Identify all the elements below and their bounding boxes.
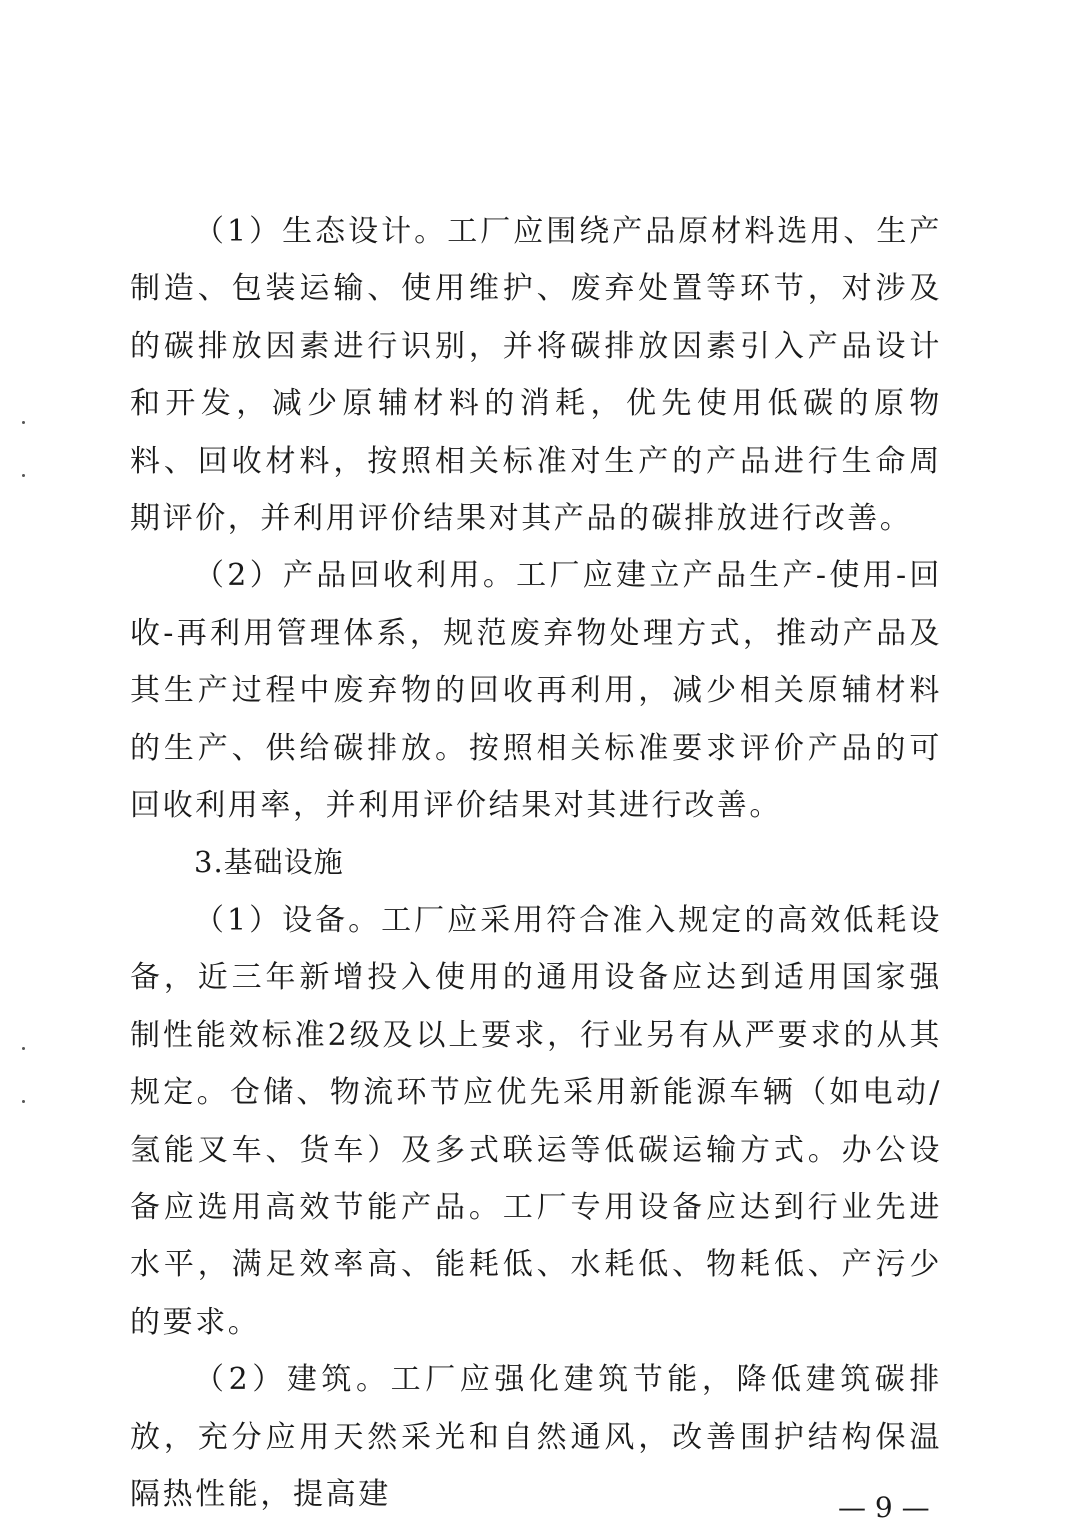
paragraph-product-recycling: （2）产品回收利用。工厂应建立产品生产-使用-回收-再利用管理体系，规范废弃物处理方式，推动产品及其生产过程中废弃物的回收再利用，减少相关原辅材料的生产、供给碳排放。按照相关标准要求评价产品的可回收利用率，并利用评价结果对其进行改善。	[130, 558, 942, 824]
paragraph-equipment: （1）设备。工厂应采用符合准入规定的高效低耗设备，近三年新增投入使用的通用设备应达到适用国家强制性能效标准2级及以上要求，行业另有从严要求的从其规定。仓储、物流环节应优先采用新能源车辆（如电动/氢能叉车、货车）及多式联运等低碳运输方式。办公设备应选用高效节能产品。工厂专用设备应达到行业先进水平，满足效率高、能耗低、水耗低、物耗低、产污少的要求。	[130, 902, 942, 1340]
document-body	[130, 203, 942, 1523]
binding-mark	[22, 421, 25, 424]
binding-mark	[22, 1047, 25, 1050]
page-number: — 9 —	[838, 1491, 930, 1524]
paragraph-eco-design: （1）生态设计。工厂应围绕产品原材料选用、生产制造、包装运输、使用维护、废弃处置等环节，对涉及的碳排放因素进行识别，并将碳排放因素引入产品设计和开发，减少原辅材料的消耗，优先使用低碳的原物料、回收材料，按照相关标准对生产的产品进行生命周期评价，并利用评价结果对其产品的碳排放进行改善。	[130, 214, 942, 537]
section-heading-infrastructure: 3.基础设施	[194, 845, 344, 880]
paragraph-building: （2）建筑。工厂应强化建筑节能，降低建筑碳排放，充分应用天然采光和自然通风，改善围护结构保温隔热性能，提高建	[130, 1362, 942, 1512]
binding-mark	[22, 1100, 25, 1103]
binding-mark	[22, 474, 25, 477]
